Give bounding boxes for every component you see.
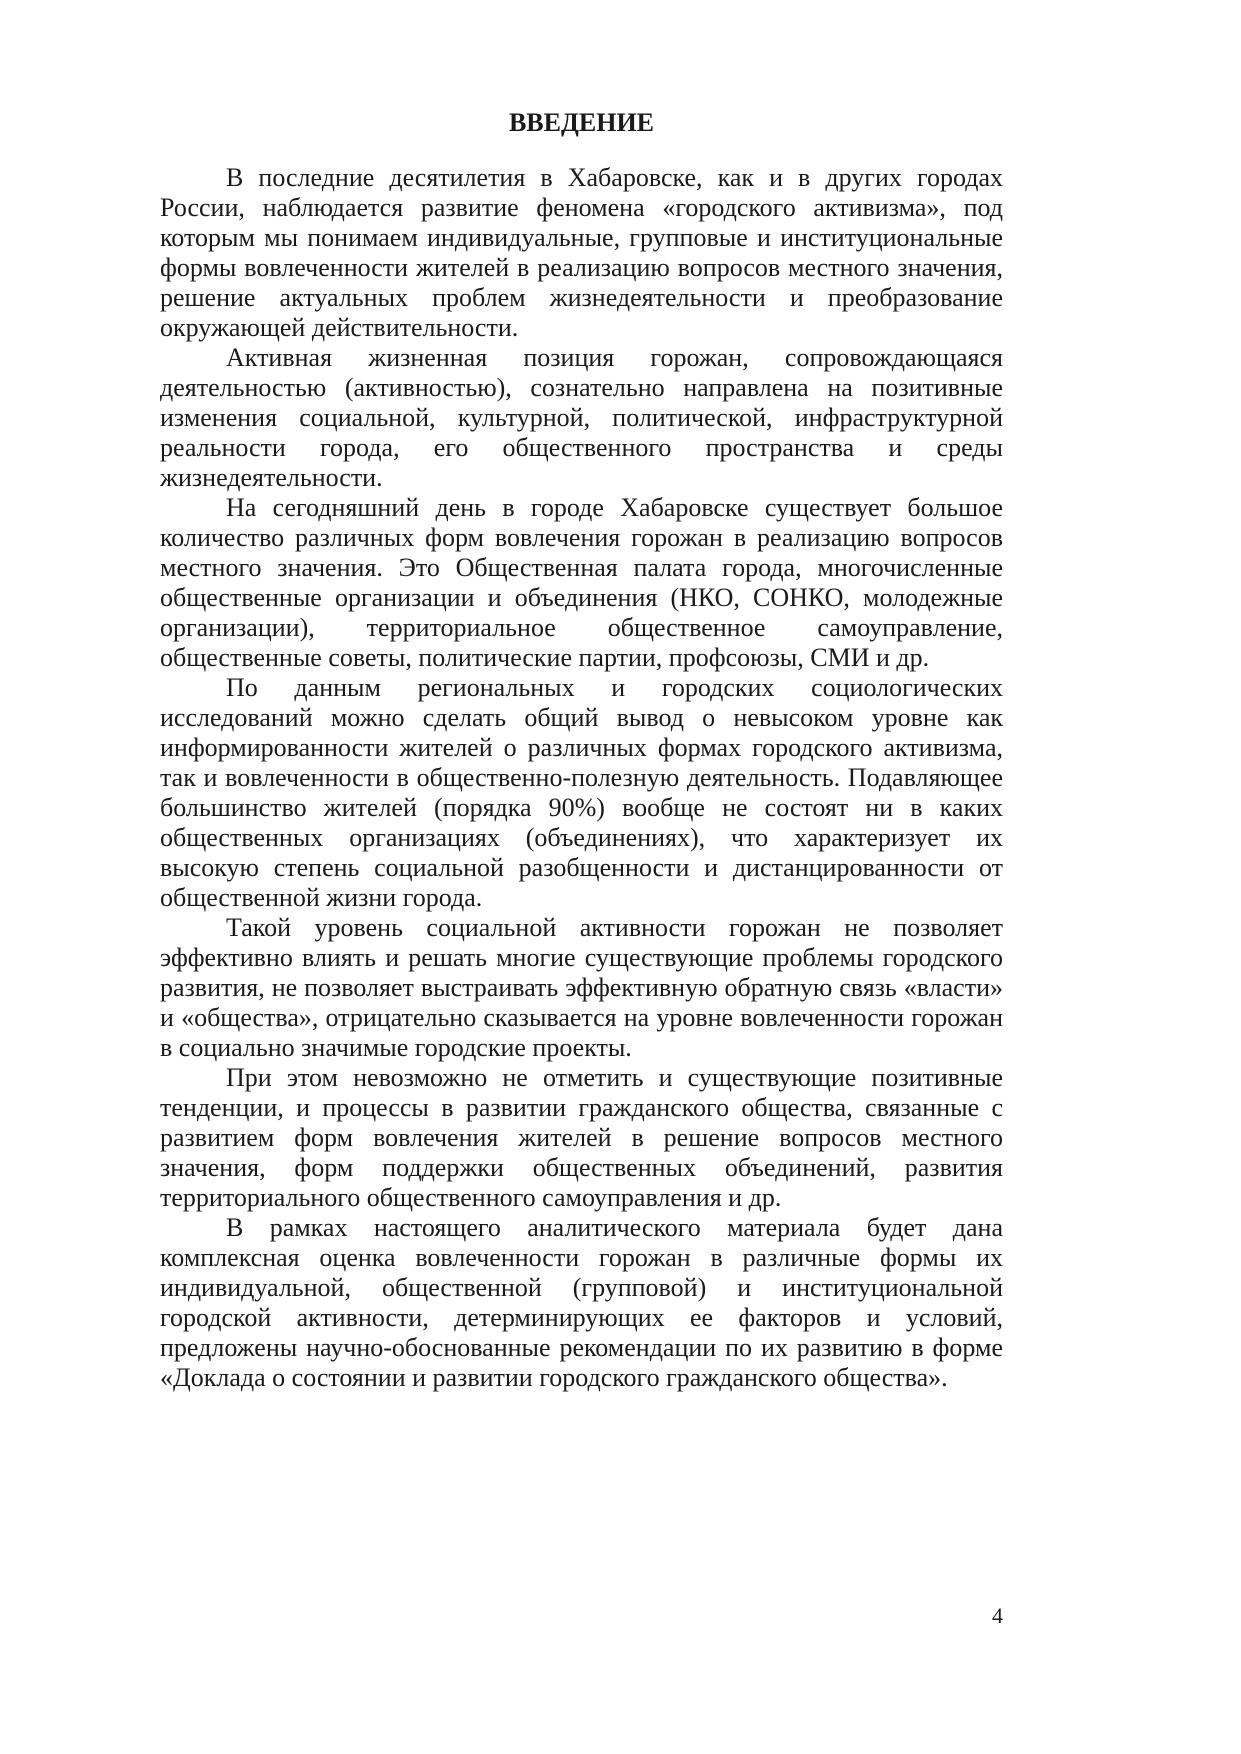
paragraph: В последние десятилетия в Хабаровске, как и в других городах России, наблюдается развитие феномена «городского активизма», под которым мы понимаем индивидуальные, групповые и институциональные формы вовлеченности жителей в реализацию вопросов местного значения, решение актуальных проблем жизнедеятельности и преобразование окружающей действительности. xyxy=(160,163,1003,342)
document-body xyxy=(160,108,1003,1393)
page-title: ВВЕДЕНИЕ xyxy=(508,108,655,137)
paragraph: Активная жизненная позиция горожан, сопровождающаяся деятельностью (активностью), сознательно направлена на позитивные изменения социальной, культурной, политической, инфраструктурной реальности города, его общественного пространства и среды жизнедеятельности. xyxy=(160,343,1003,492)
paragraph: По данным региональных и городских социологических исследований можно сделать общий вывод о невысоком уровне как информированности жителей о различных формах городского активизма, так и вовлеченности в общественно-полезную деятельность. Подавляющее большинство жителей (порядка 90%) вообще не состоят ни в каких общественных организациях (объединениях), что характеризует их высокую степень социальной разобщенности и дистанцированности от общественной жизни города. xyxy=(160,673,1003,912)
paragraph: При этом невозможно не отметить и существующие позитивные тенденции, и процессы в развитии гражданского общества, связанные с развитием форм вовлечения жителей в решение вопросов местного значения, форм поддержки общественных объединений, развития территориального общественного самоуправления и др. xyxy=(160,1063,1003,1212)
page-number: 4 xyxy=(992,1603,1003,1628)
paragraph: В рамках настоящего аналитического материала будет дана комплексная оценка вовлеченности горожан в различные формы их индивидуальной, общественной (групповой) и институциональной городской активности, детерминирующих ее факторов и условий, предложены научно-обоснованные рекомендации по их развитию в форме «Доклада о состоянии и развитии городского гражданского общества». xyxy=(160,1213,1003,1392)
paragraph: Такой уровень социальной активности горожан не позволяет эффективно влиять и решать многие существующие проблемы городского развития, не позволяет выстраивать эффективную обратную связь «власти» и «общества», отрицательно сказывается на уровне вовлеченности горожан в социально значимые городские проекты. xyxy=(160,913,1003,1062)
paragraph: На сегодняшний день в городе Хабаровске существует большое количество различных форм вовлечения горожан в реализацию вопросов местного значения. Это Общественная палата города, многочисленные общественные организации и объединения (НКО, СОНКО, молодежные организации), территориальное общественное самоуправление, общественные советы, политические партии, профсоюзы, СМИ и др. xyxy=(160,493,1003,672)
